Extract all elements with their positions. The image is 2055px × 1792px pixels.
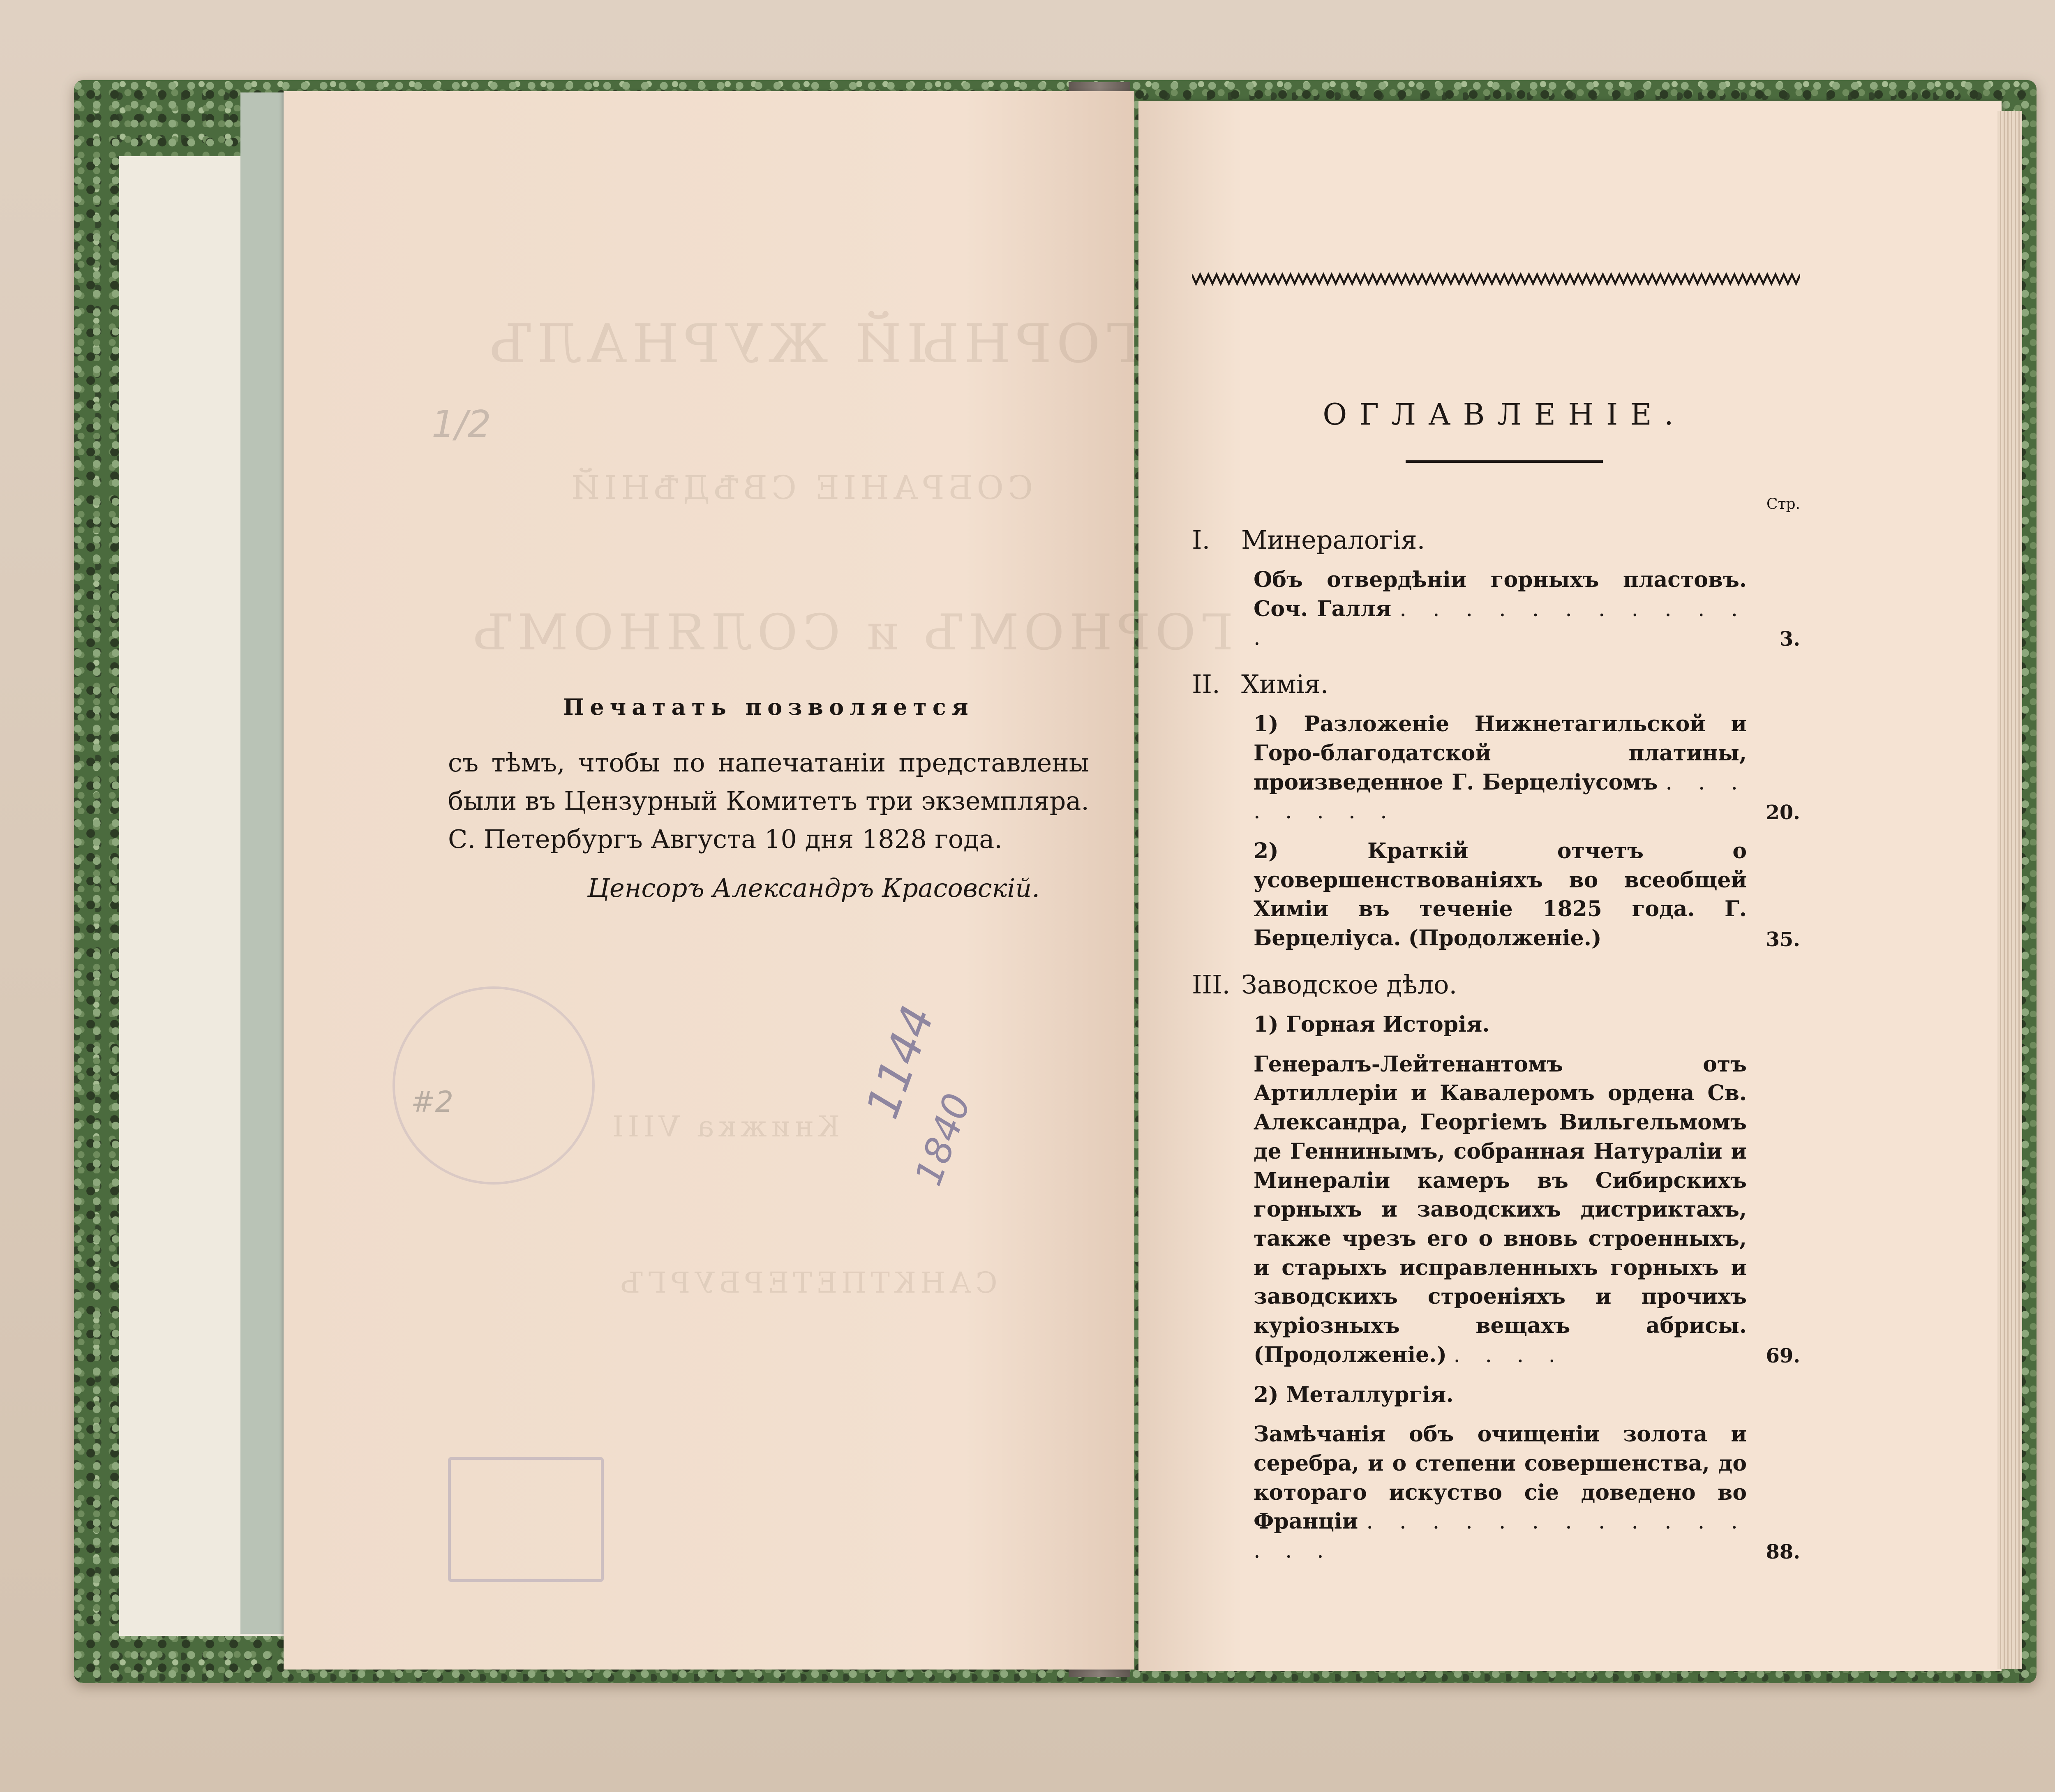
entry-page: 69. — [1766, 1344, 1800, 1368]
censor-signature: Ценсоръ Александръ Красовскій. — [587, 873, 1040, 903]
leader-dots: . . . . . . . . . . . . . . . — [1254, 1509, 1747, 1563]
show-through-text: Книжка VIII — [608, 1110, 840, 1143]
section-numeral: III. — [1192, 969, 1231, 1000]
entry-page: 20. — [1766, 801, 1800, 824]
section-title: Химія. — [1241, 669, 1329, 700]
library-stamp-box — [448, 1457, 604, 1582]
toc-entry — [1254, 566, 1817, 653]
entry-page: 88. — [1766, 1540, 1800, 1563]
toc-section — [1192, 970, 1817, 1000]
handwritten-mark: 1144 — [855, 999, 944, 1125]
leader-dots: . . . . . . . . . . . . — [1254, 596, 1747, 651]
entry-text: 2) Краткій отчетъ о усовершенствованіяхъ во всеобщей Химіи въ теченіе 1825 года. Г. Берцеліуса. (Продолженіе.) — [1254, 838, 1747, 951]
toc-entry — [1254, 1010, 1817, 1039]
show-through-text: СОБРАНІЕ СВѢДѢНІЙ — [567, 469, 1033, 507]
toc-entry — [1254, 1420, 1817, 1566]
table-of-contents — [1192, 271, 1817, 1566]
censor-heading: Печатать позволяется — [563, 694, 974, 720]
section-numeral: II. — [1192, 669, 1220, 700]
title-rule — [1406, 460, 1603, 463]
page-column-label: Стр. — [1766, 496, 1800, 513]
entry-text: Генералъ-Лейтенантомъ отъ Артиллеріи и Кавалеромъ ордена Св. Александра, Георгіемъ Вильгельмомъ де Геннинымъ, собранная Натураліи и Минераліи камеръ въ Сибирскихъ горныхъ и заводскихъ дистриктахъ, также чрезъ его о вновь строенныхъ, и старыхъ исправленныхъ горныхъ и заводскихъ строеніяхъ и прочихъ куріозныхъ вещахъ абрисы. (Продолженіе.) — [1254, 1051, 1747, 1367]
section-title: Минералогія. — [1241, 525, 1425, 555]
entry-text: 1) Разложеніе Нижнетагильской и Горо-благодатской платины, произведенное Г. Берцеліусомъ — [1254, 711, 1747, 795]
ornamental-rule — [1192, 271, 1800, 286]
page-edges — [1997, 111, 2022, 1669]
section-title: Заводское дѣло. — [1241, 969, 1457, 1000]
handwritten-mark: 1/2 — [432, 403, 491, 446]
toc-entry — [1254, 1050, 1817, 1370]
toc-section — [1192, 525, 1817, 555]
show-through-text: САНКТПЕТЕРБУРГЪ — [616, 1266, 997, 1300]
show-through-text: ГОРНЫЙ ЖУРНАЛЪ — [485, 312, 1141, 375]
flyleaf-tinted — [240, 92, 286, 1634]
entry-text: Замѣчанія объ очищеніи золота и серебра, и о степени совершенства, до котораго искуство сіе доведено во Франціи — [1254, 1422, 1747, 1534]
entry-page: 3. — [1779, 627, 1800, 651]
leader-dots: . . . . — [1453, 1342, 1565, 1367]
censor-permission — [448, 690, 1089, 907]
toc-entry — [1254, 837, 1817, 953]
toc-section — [1192, 669, 1817, 699]
handwritten-mark: 1840 — [907, 1088, 980, 1192]
toc-entry — [1254, 710, 1817, 826]
section-numeral: I. — [1192, 525, 1210, 555]
entry-text: 1) Горная Исторія. — [1254, 1011, 1490, 1037]
censor-body: съ тѣмъ, чтобы по напечатаніи представлены были въ Цензурный Комитетъ три экземпляра. С. Петербургъ Августа 10 дня 1828 года. — [448, 748, 1089, 854]
entry-text: 2) Металлургія. — [1254, 1382, 1454, 1407]
leader-dots: . . . . . . . . — [1254, 770, 1747, 824]
entry-page: 35. — [1766, 928, 1800, 951]
toc-title: ОГЛАВЛЕНІЕ. — [1323, 397, 1686, 432]
handwritten-mark: #2 — [411, 1085, 454, 1119]
toc-entry — [1254, 1381, 1817, 1410]
show-through-text: ГОРНОМЪ и СОЛЯНОМЪ — [469, 604, 1233, 661]
entry-text: Объ отвердѣніи горныхъ пластовъ. Соч. Галля — [1254, 567, 1747, 621]
